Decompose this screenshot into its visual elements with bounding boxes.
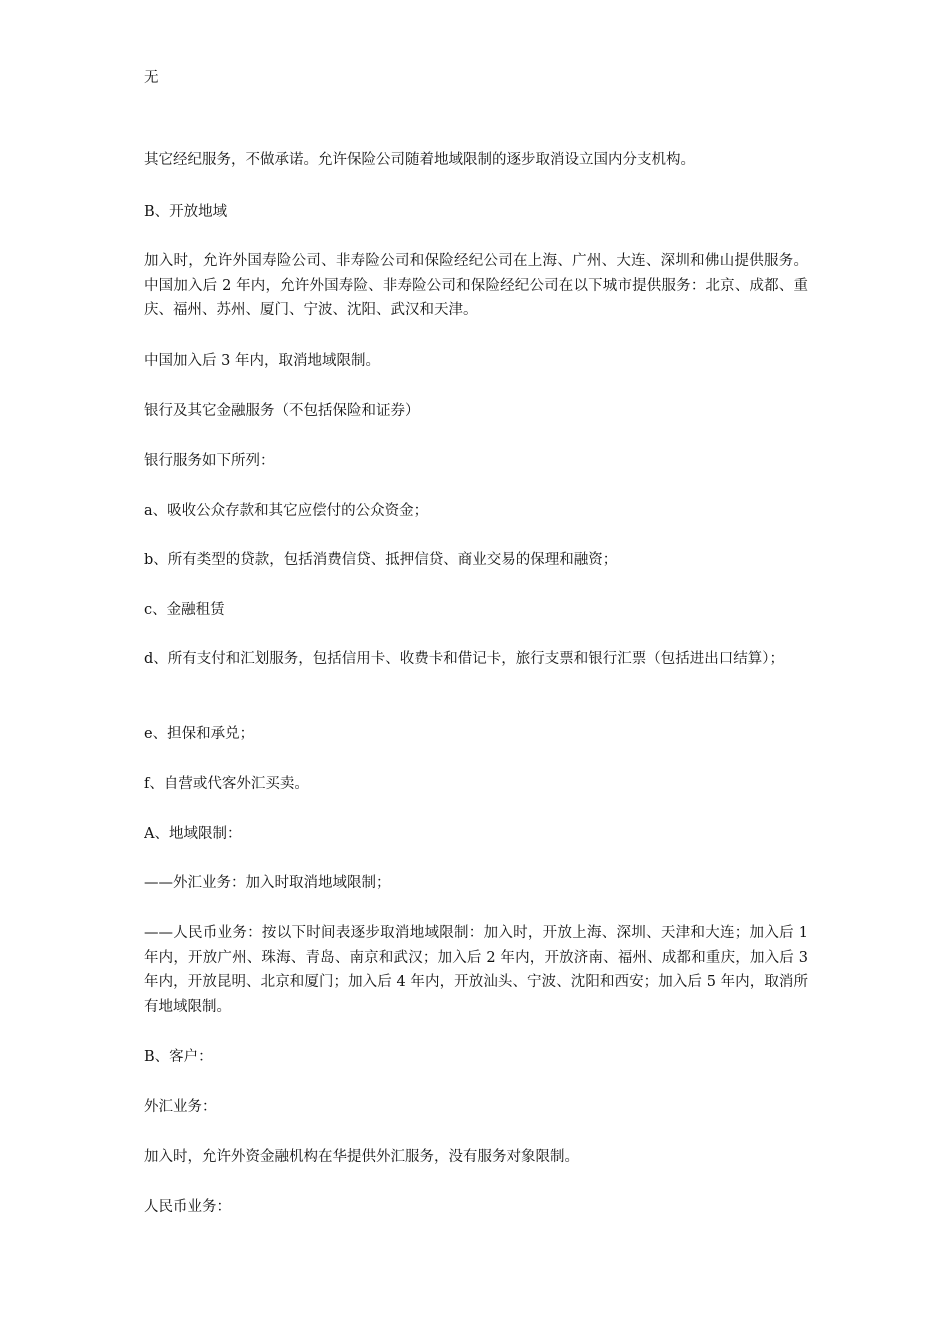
paragraph-other-brokerage: 其它经纪服务，不做承诺。允许保险公司随着地域限制的逐步取消设立国内分支机构。 bbox=[144, 152, 695, 168]
paragraph-rmb-schedule: ——人民币业务：按以下时间表逐步取消地域限制：加入时，开放上海、深圳、天津和大连；加入后 1 年内，开放广州、珠海、青岛、南京和武汉；加入后 2 年内，开放济南、福州、成都和重庆，加入后 3 年内，开放昆明、北京和厦门；加入后 4 年内，开放汕头、宁波、沈阳和西安；加入后 5 年内，取消所有地域限制。 bbox=[144, 925, 808, 1015]
list-item-c: c、金融租赁 bbox=[144, 602, 225, 618]
list-item-e: e、担保和承兑； bbox=[144, 726, 255, 742]
paragraph-none: 无 bbox=[144, 70, 159, 86]
paragraph-insurance-cities: 加入时，允许外国寿险公司、非寿险公司和保险经纪公司在上海、广州、大连、深圳和佛山提供服务。中国加入后 2 年内，允许外国寿险、非寿险公司和保险经纪公司在以下城市提供服务：北京、成都、重庆、福州、苏州、厦门、宁波、沈阳、武汉和天津。 bbox=[144, 253, 808, 318]
heading-rmb-business: 人民币业务： bbox=[144, 1199, 231, 1215]
heading-customers: B、客户： bbox=[144, 1049, 213, 1065]
list-item-d: d、所有支付和汇划服务，包括信用卡、收费卡和借记卡，旅行支票和银行汇票（包括进出口结算）； bbox=[144, 651, 785, 667]
heading-region-limits: A、地域限制： bbox=[144, 826, 242, 842]
list-item-a: a、吸收公众存款和其它应偿付的公众资金； bbox=[144, 503, 429, 519]
paragraph-forex-services: 加入时，允许外资金融机构在华提供外汇服务，没有服务对象限制。 bbox=[144, 1149, 579, 1165]
heading-banking-services: 银行及其它金融服务（不包括保险和证券） bbox=[144, 403, 420, 419]
paragraph-remove-region-limit: 中国加入后 3 年内，取消地域限制。 bbox=[144, 353, 380, 369]
paragraph-banking-list-intro: 银行服务如下所列： bbox=[144, 453, 275, 469]
paragraph-forex-business: ——外汇业务：加入时取消地域限制； bbox=[144, 875, 391, 891]
heading-forex: 外汇业务： bbox=[144, 1099, 217, 1115]
heading-open-regions: B、开放地域 bbox=[144, 204, 228, 220]
list-item-f: f、自营或代客外汇买卖。 bbox=[144, 776, 309, 792]
list-item-b: b、所有类型的贷款，包括消费信贷、抵押信贷、商业交易的保理和融资； bbox=[144, 552, 618, 568]
